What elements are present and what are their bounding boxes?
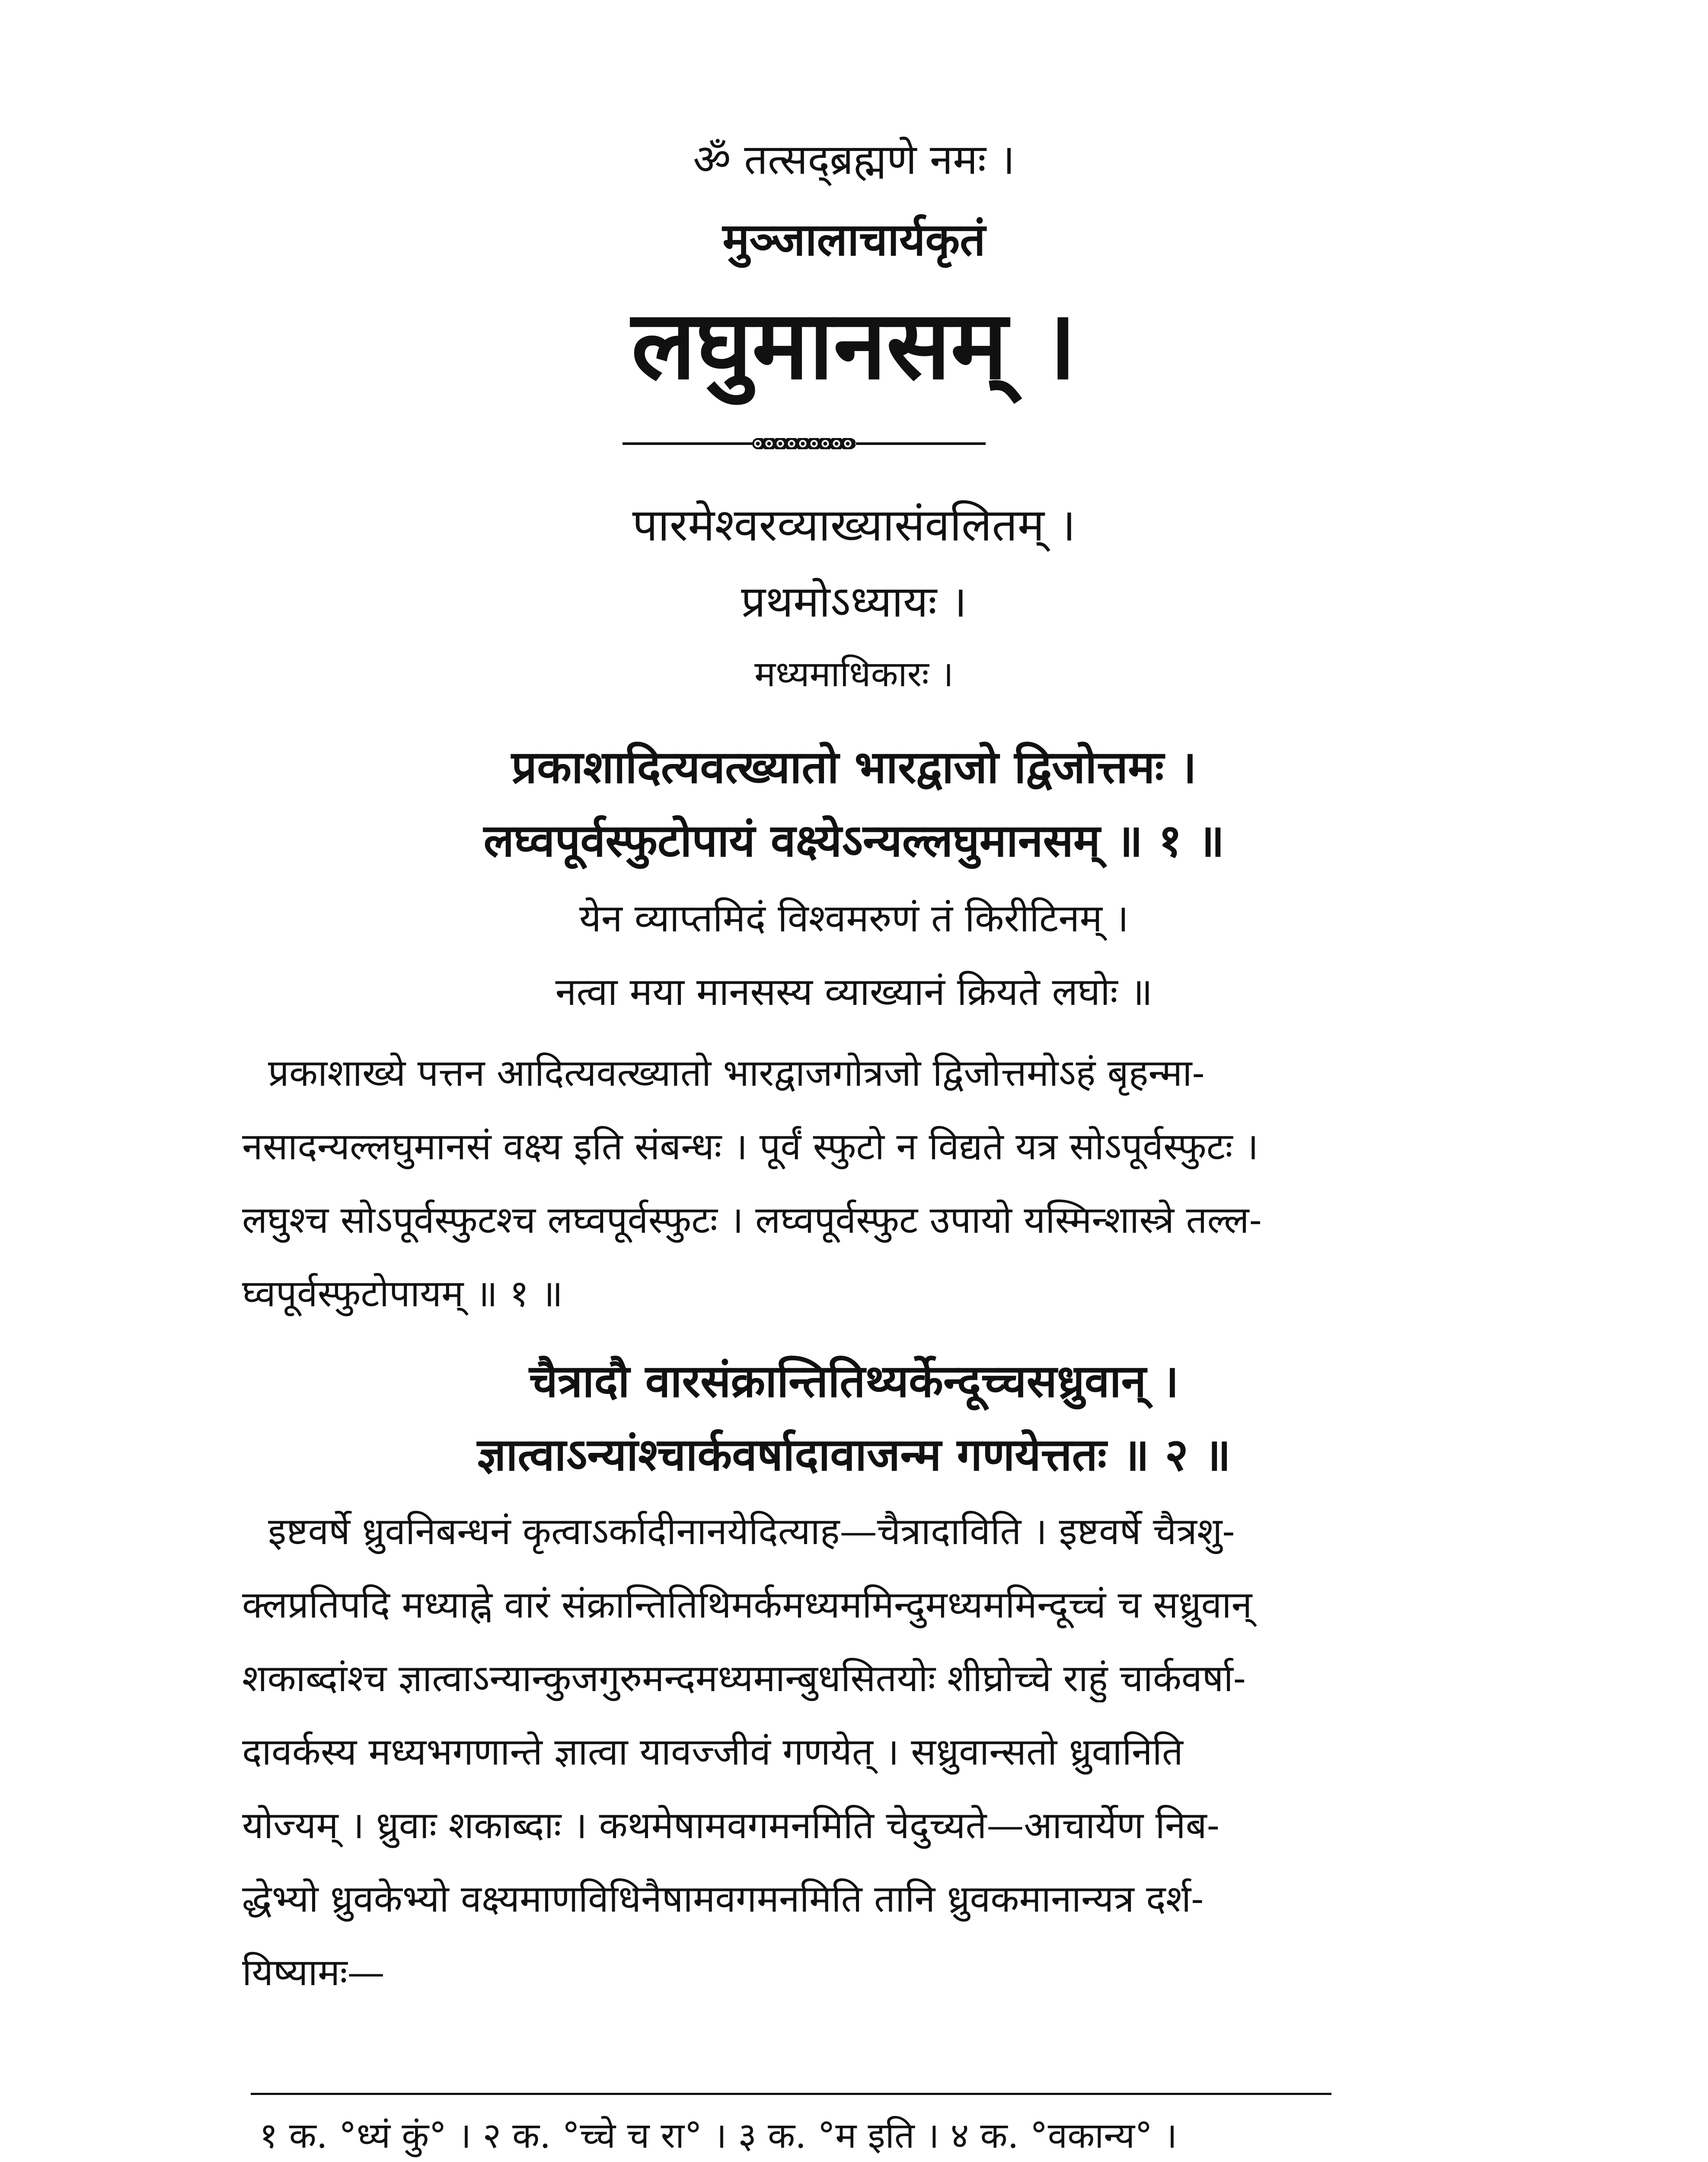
commentary1-line: प्रकाशाख्ये पत्तन आदित्यवत्ख्यातो भारद्वाजगोत्रजो द्विजोत्तमोऽहं बृहन्मा- (268, 1052, 1205, 1095)
verse2-line1: चैत्रादौ वारसंक्रान्तितिथ्यर्केन्दूच्चसध्रुवान् । (529, 1354, 1179, 1407)
invocation: ॐ तत्सद्ब्रह्मणे नमः । (693, 135, 1015, 184)
page-title: लघुमानसम् । (631, 288, 1077, 400)
verse1-line2: लघ्वपूर्वस्फुटोपायं वक्ष्येऽन्यल्लघुमानसम् ॥ १ ॥ (483, 814, 1225, 867)
verse1-line1: प्रकाशादित्यवत्ख्यातो भारद्वाजो द्विजोत्तमः । (511, 740, 1197, 793)
commentary1-line: लघुश्च सोऽपूर्वस्फुटश्च लघ्वपूर्वस्फुटः । लघ्वपूर्वस्फुट उपायो यस्मिन्शास्त्रे तल्ल- (242, 1199, 1262, 1242)
commentary1-line: नसादन्यल्लघुमानसं वक्ष्य इति संबन्धः । पूर्वं स्फुटो न विद्यते यत्र सोऽपूर्वस्फुटः । (242, 1125, 1259, 1168)
commentary1-line: घ्वपूर्वस्फुटोपायम् ॥ १ ॥ (242, 1272, 563, 1315)
ornamental-divider (623, 435, 986, 452)
divider-ornament (752, 438, 856, 449)
commentary2-line: इष्टवर्षे ध्रुवनिबन्धनं कृत्वाऽर्कादीनानयेदित्याह—चैत्रादाविति । इष्टवर्षे चैत्रशु- (268, 1510, 1235, 1553)
commentary2-line: क्लप्रतिपदि मध्याह्ने वारं संक्रान्तितिथिमर्कमध्यममिन्दुमध्यममिन्दूच्चं च सध्रुवान् (242, 1583, 1252, 1627)
footnote-divider (251, 2093, 1331, 2095)
commentary-intro-line2: नत्वा मया मानसस्य व्याख्यानं क्रियते लघोः ॥ (555, 969, 1153, 1014)
commentary2-line: योज्यम् । ध्रुवाः शकाब्दाः । कथमेषामवगमनमिति चेदुच्यते—आचार्येण निब- (242, 1804, 1220, 1847)
commentary2-line: दावर्कस्य मध्यभगणान्ते ज्ञात्वा यावज्जीवं गणयेत् । सध्रुवान्सतो ध्रुवानिति (242, 1730, 1183, 1774)
section-heading: मध्यमाधिकारः । (754, 654, 954, 695)
commentary-note: पारमेश्वरव्याख्यासंवलितम् । (632, 499, 1076, 551)
commentary2-line: शकाब्दांश्च ज्ञात्वाऽन्यान्कुजगुरुमन्दमध्यमान्बुधसितयोः शीघ्रोच्चे राहुं चार्कवर्षा- (242, 1657, 1246, 1700)
footnote: १ क. °ध्यं कुं° । २ क. °च्चे च रा° । ३ क. °म इति । ४ क. °वकान्य° । (259, 2115, 1178, 2156)
chapter-heading: प्रथमोऽध्यायः । (741, 576, 967, 627)
commentary2-line: यिष्यामः— (242, 1951, 385, 1994)
commentary2-line: द्धेभ्यो ध्रुवकेभ्यो वक्ष्यमाणविधिनैषामवगमनमिति तानि ध्रुवकमानान्यत्र दर्श- (242, 1877, 1204, 1921)
author-line: मुञ्जालाचार्यकृतं (722, 213, 986, 266)
verse2-line2: ज्ञात्वाऽन्यांश्चार्कवर्षादावाजन्म गणयेत्ततः ॥ २ ॥ (477, 1428, 1231, 1481)
commentary-intro-line1: येन व्याप्तमिदं विश्वमरुणं तं किरीटिनम् । (579, 896, 1129, 940)
